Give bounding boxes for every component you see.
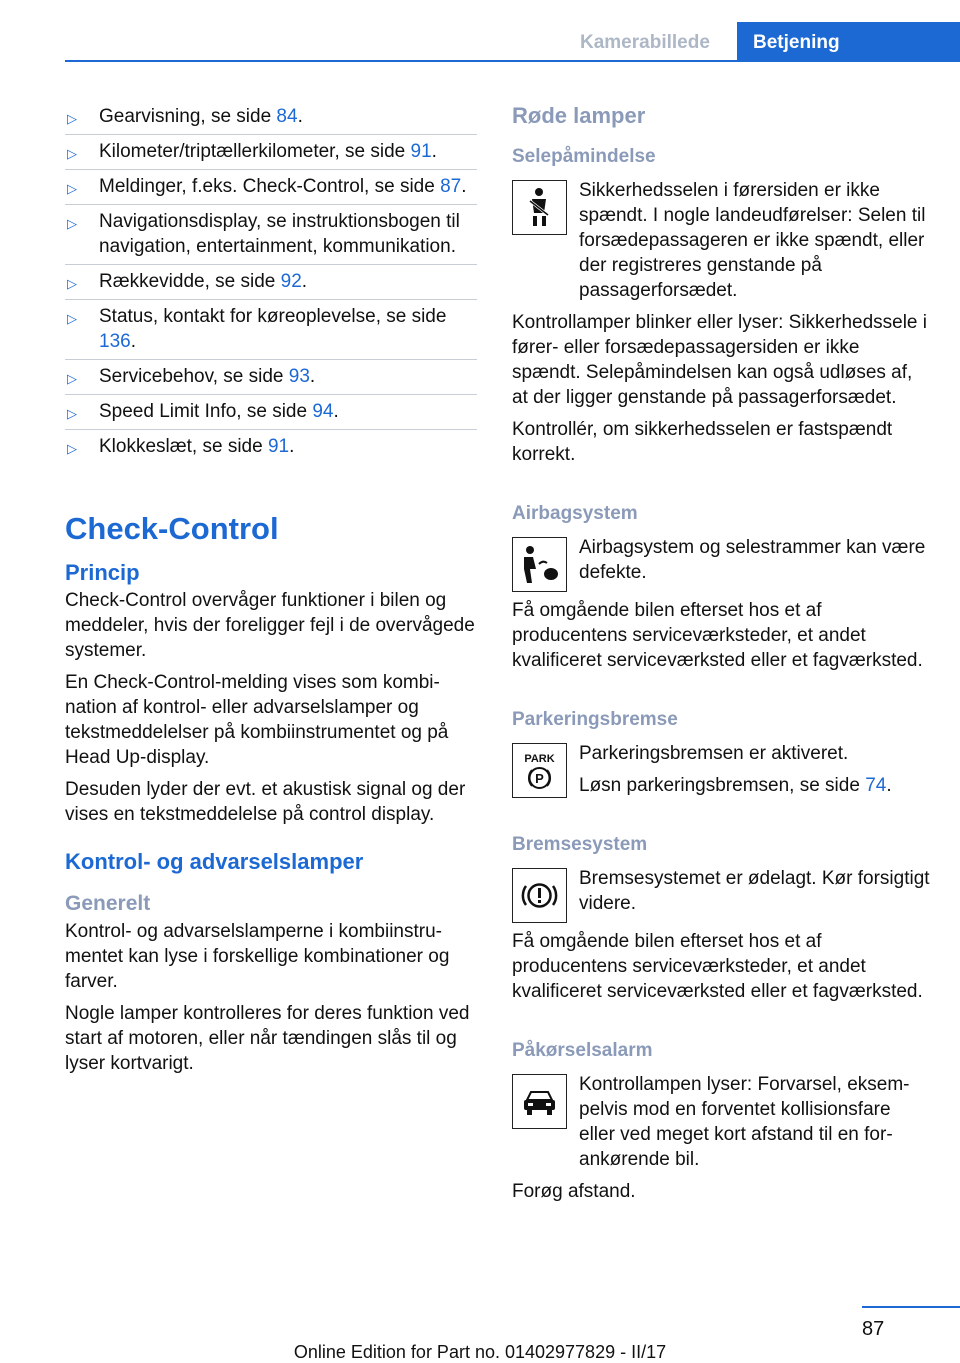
section-title: Påkørselsalarm	[512, 1040, 653, 1061]
seatbelt-section	[512, 144, 930, 467]
general-paragraph-1: Kontrol- og advarselslamperne i kombiinstrumentet kan lyse i forskellige kombinationer og farver.	[65, 921, 450, 992]
punct: .	[297, 106, 303, 127]
princip-paragraph-3: Desuden lyder der evt. et akustisk signal og der vises en tekstmeddelelse på control display.	[65, 779, 466, 825]
section-text: Parkeringsbremsen er aktiveret.	[579, 743, 849, 764]
triangle-bullet-icon: ▷	[67, 406, 77, 421]
page-link[interactable]: 84	[276, 106, 298, 127]
svg-text:P: P	[535, 771, 544, 786]
page-link[interactable]: 94	[312, 401, 334, 422]
section-text: Airbagsystem og selestrammer kan være defekte.	[579, 537, 926, 583]
list-item	[65, 170, 477, 205]
section-title: Selepåmindelse	[512, 146, 656, 167]
parking-brake-icon	[512, 743, 567, 798]
list-item-text: Speed Limit Info, se side	[99, 401, 313, 422]
park-label: PARK	[524, 753, 555, 765]
check-control-heading: Check-Control	[65, 511, 279, 546]
general-heading: Generelt	[65, 892, 151, 915]
list-item	[65, 430, 477, 464]
list-item	[65, 100, 477, 135]
list-item	[65, 300, 477, 360]
footer-rule	[862, 1306, 960, 1308]
triangle-bullet-icon: ▷	[67, 216, 77, 231]
airbag-icon	[512, 537, 567, 592]
header-rule	[65, 60, 960, 62]
list-item-text: Klokkeslæt, se side	[99, 436, 268, 457]
seatbelt-icon	[512, 180, 567, 235]
punct: .	[309, 366, 316, 387]
section-text: Kontrollampen lyser: Forvarsel, eksempelvis mod en forventet kollisionsfare eller ved meget kort afstand til en forankørende bil.	[579, 1074, 910, 1170]
brake-warning-icon	[512, 868, 567, 923]
list-item-text: Servicebehov, se side	[99, 366, 289, 387]
list-item	[65, 205, 477, 265]
princip-heading: Princip	[65, 560, 140, 585]
list-item	[65, 135, 477, 170]
section-extra-2: Kontrollér, om sikkerhedsselen er fastspændt korrekt.	[512, 419, 893, 465]
list-item-text: Meldinger, f.eks. Check-Control, se side	[99, 176, 441, 197]
list-item	[65, 265, 477, 300]
header-tab-kamerabillede[interactable]: Kamerabillede	[580, 32, 710, 53]
punct: .	[301, 271, 308, 292]
section-text: Sikkerhedsselen i førersiden er ikke spændt. I nogle landeudførelser: Selen til forsædepassageren er ikke spændt, eller der registreres genstande på passagerforsædet.	[579, 180, 926, 301]
collision-warning-icon	[512, 1074, 567, 1129]
brake-system-section	[512, 832, 930, 1004]
punct: .	[431, 141, 437, 162]
page-link[interactable]: 92	[280, 271, 302, 292]
punct: .	[886, 775, 892, 796]
list-item-text: Navigationsdisplay, se instruktionsbogen til navigation, entertainment, kommunikation.	[99, 211, 460, 257]
header-tab-betjening[interactable]: Betjening	[737, 22, 960, 62]
triangle-bullet-icon: ▷	[67, 441, 77, 456]
page-link[interactable]: 136	[99, 331, 131, 352]
red-lamps-heading: Røde lamper	[512, 103, 646, 128]
extra-text: Løsn parkeringsbremsen, se side	[579, 775, 866, 796]
section-text: Bremsesystemet er ødelagt. Kør forsigtigt videre.	[579, 868, 930, 914]
list-item-text: Gearvisning, se side	[99, 106, 277, 127]
list-item	[65, 360, 477, 395]
section-title: Bremsesystem	[512, 834, 648, 855]
triangle-bullet-icon: ▷	[67, 276, 77, 291]
page-link[interactable]: 91	[410, 141, 432, 162]
section-extra-1: Få omgående bilen efterset hos et af producentens serviceværksteder, et andet kvalificeret serviceværksted eller et fagværksted.	[512, 600, 923, 671]
parking-brake-section	[512, 707, 930, 798]
section-extra-1: Få omgående bilen efterset hos et af producentens serviceværksteder, et andet kvalificeret serviceværksted eller et fagværksted.	[512, 931, 923, 1002]
section-title: Parkeringsbremse	[512, 709, 678, 730]
list-item-text: Kilometer/triptællerkilometer, se side	[99, 141, 411, 162]
display-items-list	[65, 100, 477, 464]
lamps-heading: Kontrol- og advarselslamper	[65, 849, 364, 874]
right-column	[512, 100, 930, 1204]
page-link[interactable]: 93	[288, 366, 310, 387]
list-item-text: Rækkevidde, se side	[99, 271, 281, 292]
princip-paragraph-1: Check-Control overvåger funktioner i bilen og meddeler, hvis der foreligger fejl i de overvågede systemer.	[65, 590, 475, 661]
triangle-bullet-icon: ▷	[67, 111, 77, 126]
triangle-bullet-icon: ▷	[67, 371, 77, 386]
page-link[interactable]: 74	[865, 775, 887, 796]
section-title: Airbagsystem	[512, 503, 638, 524]
collision-warning-section	[512, 1038, 930, 1204]
section-extra-link	[579, 773, 930, 798]
punct: .	[130, 331, 136, 352]
page-number: 87	[862, 1318, 885, 1340]
princip-paragraph-2: En Check-Control-melding vises som kombination af kontrol- eller advarselslamper og tekstmeddelelser på kombiinstrumentet og på Head Up-display.	[65, 672, 449, 768]
page-link[interactable]: 87	[440, 176, 462, 197]
triangle-bullet-icon: ▷	[67, 146, 77, 161]
list-item	[65, 395, 477, 430]
edition-footer: Online Edition for Part no. 01402977829 - II/17	[293, 1342, 667, 1362]
general-paragraph-2: Nogle lamper kontrolleres for deres funktion ved start af motoren, eller når tændingen slås til og lyser kortvarigt.	[65, 1003, 470, 1074]
list-item-text: Status, kontakt for køreoplevelse, se side	[99, 306, 447, 327]
punct: .	[333, 401, 339, 422]
section-extra-1: Kontrollamper blinker eller lyser: Sikkerhedssele i fører- eller forsædepassagersiden er ikke spændt. Selepåmindelsen kan også udløses af, at der ligger genstande på passagerforsædet.	[512, 312, 928, 408]
section-extra-1: Forøg afstand.	[512, 1181, 636, 1202]
airbag-section	[512, 501, 930, 673]
page-link[interactable]: 91	[267, 436, 290, 457]
triangle-bullet-icon: ▷	[67, 311, 77, 326]
left-column	[65, 100, 477, 1076]
punct: .	[461, 176, 467, 197]
triangle-bullet-icon: ▷	[67, 181, 77, 196]
punct: .	[289, 436, 295, 457]
